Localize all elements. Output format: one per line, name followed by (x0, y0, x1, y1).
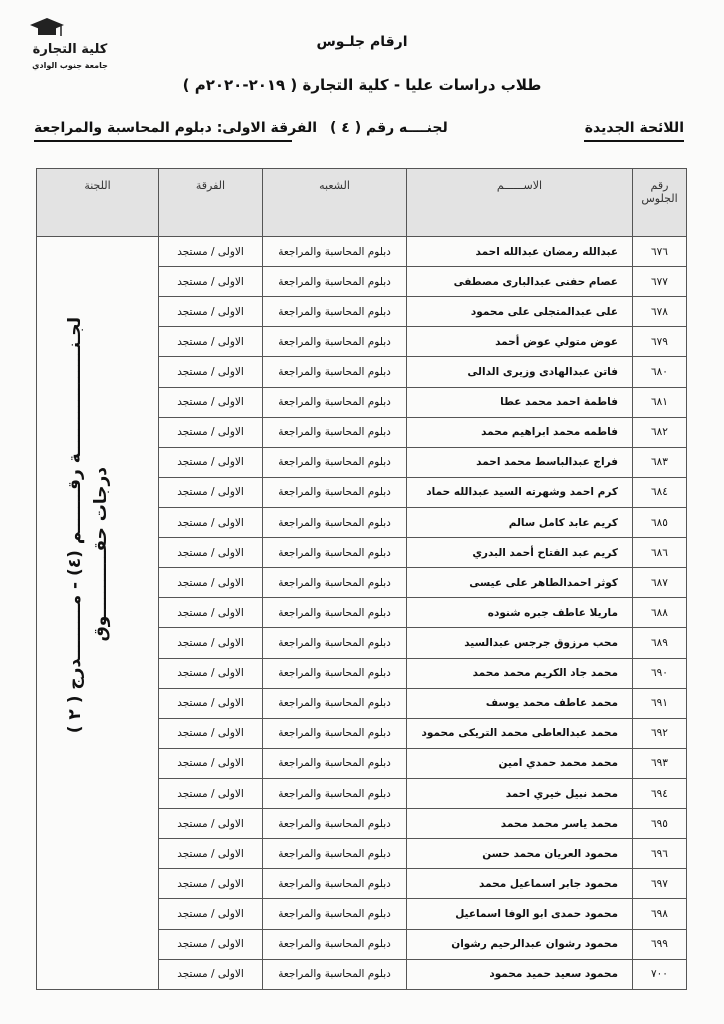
name-cell: كوثر احمدالطاهر على عيسى (407, 568, 633, 598)
level-cell: الاولى / مستجد (159, 658, 263, 688)
name-cell: عوض متولي عوض أحمد (407, 327, 633, 357)
division-cell: دبلوم المحاسبة والمراجعة (263, 748, 407, 778)
name-cell: فاطمه محمد ابراهيم محمد (407, 417, 633, 447)
division-cell: دبلوم المحاسبة والمراجعة (263, 477, 407, 507)
level-cell: الاولى / مستجد (159, 809, 263, 839)
name-cell: محمد عاطف محمد يوسف (407, 688, 633, 718)
committee-label: لجنــــه رقم ( ٤ ) (330, 120, 448, 136)
regulation-underline (584, 140, 684, 142)
name-cell: كريم عبد الفتاح أحمد البدري (407, 538, 633, 568)
table-row (37, 237, 687, 267)
level-label: الفرقة الاولى: دبلوم المحاسبة والمراجعة (34, 120, 318, 136)
level-cell: الاولى / مستجد (159, 237, 263, 267)
seat-cell: ٦٨٠ (633, 357, 687, 387)
seat-cell: ٦٨٦ (633, 538, 687, 568)
division-cell: دبلوم المحاسبة والمراجعة (263, 839, 407, 869)
level-cell: الاولى / مستجد (159, 387, 263, 417)
division-cell: دبلوم المحاسبة والمراجعة (263, 297, 407, 327)
level-cell: الاولى / مستجد (159, 538, 263, 568)
seat-cell: ٦٧٧ (633, 267, 687, 297)
division-cell: دبلوم المحاسبة والمراجعة (263, 387, 407, 417)
page-title: ارقام جلـوس (316, 34, 408, 50)
seat-cell: ٦٨٥ (633, 507, 687, 537)
level-cell: الاولى / مستجد (159, 899, 263, 929)
level-cell: الاولى / مستجد (159, 748, 263, 778)
logo-faculty-name: كلية التجارة (32, 42, 108, 57)
division-cell: دبلوم المحاسبة والمراجعة (263, 417, 407, 447)
seat-cell: ٦٩٨ (633, 899, 687, 929)
name-cell: محمود سعيد حميد محمود (407, 959, 633, 989)
name-cell: كرم احمد وشهرته السيد عبدالله حماد (407, 477, 633, 507)
level-cell: الاولى / مستجد (159, 929, 263, 959)
regulation-label: اللائحة الجديدة (584, 120, 684, 136)
level-cell: الاولى / مستجد (159, 688, 263, 718)
division-cell: دبلوم المحاسبة والمراجعة (263, 809, 407, 839)
division-cell: دبلوم المحاسبة والمراجعة (263, 778, 407, 808)
division-cell: دبلوم المحاسبة والمراجعة (263, 628, 407, 658)
division-cell: دبلوم المحاسبة والمراجعة (263, 327, 407, 357)
seat-cell: ٦٨٤ (633, 477, 687, 507)
level-cell: الاولى / مستجد (159, 959, 263, 989)
name-cell: محمد محمد حمدي امين (407, 748, 633, 778)
seat-cell: ٦٩١ (633, 688, 687, 718)
level-cell: الاولى / مستجد (159, 839, 263, 869)
level-cell: الاولى / مستجد (159, 628, 263, 658)
division-cell: دبلوم المحاسبة والمراجعة (263, 899, 407, 929)
seat-cell: ٦٨٢ (633, 417, 687, 447)
level-underline (34, 140, 292, 142)
committee-location-text: درجات حقـــــــــــوق (91, 467, 111, 642)
division-cell: دبلوم المحاسبة والمراجعة (263, 507, 407, 537)
division-cell: دبلوم المحاسبة والمراجعة (263, 959, 407, 989)
seat-cell: ٦٨١ (633, 387, 687, 417)
name-cell: محمود جابر اسماعيل محمد (407, 869, 633, 899)
seat-cell: ٦٩٠ (633, 658, 687, 688)
name-cell: فاطمة احمد محمد عطا (407, 387, 633, 417)
division-cell: دبلوم المحاسبة والمراجعة (263, 357, 407, 387)
seat-cell: ٦٩٩ (633, 929, 687, 959)
seating-table (36, 168, 687, 990)
level-cell: الاولى / مستجد (159, 357, 263, 387)
header-level: الفرقة (159, 169, 263, 237)
division-cell: دبلوم المحاسبة والمراجعة (263, 447, 407, 477)
name-cell: ماريلا عاطف جبره شنوده (407, 598, 633, 628)
level-cell: الاولى / مستجد (159, 718, 263, 748)
division-cell: دبلوم المحاسبة والمراجعة (263, 929, 407, 959)
division-cell: دبلوم المحاسبة والمراجعة (263, 237, 407, 267)
name-cell: محمود حمدى ابو الوفا اسماعيل (407, 899, 633, 929)
name-cell: محمد نبيل خيري احمد (407, 778, 633, 808)
seat-cell: ٦٩٢ (633, 718, 687, 748)
seat-cell: ٦٧٩ (633, 327, 687, 357)
seat-cell: ٦٨٨ (633, 598, 687, 628)
level-cell: الاولى / مستجد (159, 598, 263, 628)
header-division: الشعبه (263, 169, 407, 237)
page-subtitle: طلاب دراسات عليا - كلية التجارة ( ٢٠١٩-٢٠٢٠م ) (182, 76, 542, 94)
level-cell: الاولى / مستجد (159, 447, 263, 477)
name-cell: محمد جاد الكريم محمد محمد (407, 658, 633, 688)
seat-cell: ٦٩٣ (633, 748, 687, 778)
logo-university-name: جامعة جنوب الوادي (32, 61, 108, 70)
level-cell: الاولى / مستجد (159, 267, 263, 297)
name-cell: فراج عبدالباسط محمد احمد (407, 447, 633, 477)
name-cell: عبدالله رمضان عبدالله احمد (407, 237, 633, 267)
name-cell: عصام حفنى عبدالبارى مصطفى (407, 267, 633, 297)
division-cell: دبلوم المحاسبة والمراجعة (263, 718, 407, 748)
seat-cell: ٦٩٥ (633, 809, 687, 839)
name-cell: محب مرزوق جرجس عبدالسيد (407, 628, 633, 658)
level-cell: الاولى / مستجد (159, 507, 263, 537)
division-cell: دبلوم المحاسبة والمراجعة (263, 598, 407, 628)
name-cell: كريم عابد كامل سالم (407, 507, 633, 537)
level-cell: الاولى / مستجد (159, 417, 263, 447)
committee-cell (37, 237, 159, 990)
header-committee: اللجنة (37, 169, 159, 237)
table-header-row (37, 169, 687, 237)
seat-cell: ٦٨٧ (633, 568, 687, 598)
level-cell: الاولى / مستجد (159, 327, 263, 357)
level-cell: الاولى / مستجد (159, 778, 263, 808)
level-cell: الاولى / مستجد (159, 869, 263, 899)
seat-cell: ٧٠٠ (633, 959, 687, 989)
header-seat: رقم الجلوس (633, 169, 687, 237)
seat-cell: ٦٨٩ (633, 628, 687, 658)
division-cell: دبلوم المحاسبة والمراجعة (263, 267, 407, 297)
level-cell: الاولى / مستجد (159, 297, 263, 327)
division-cell: دبلوم المحاسبة والمراجعة (263, 568, 407, 598)
committee-hall-text: لجـنــــــــــــــــــة رقـــــــم (٤) - مـــــــــدرج ( ٢ ) (65, 317, 85, 734)
seat-cell: ٦٧٨ (633, 297, 687, 327)
division-cell: دبلوم المحاسبة والمراجعة (263, 658, 407, 688)
name-cell: محمد عبدالعاطى محمد التريكى محمود (407, 718, 633, 748)
name-cell: على عبدالمتجلى على محمود (407, 297, 633, 327)
level-cell: الاولى / مستجد (159, 477, 263, 507)
name-cell: محمود العريان محمد حسن (407, 839, 633, 869)
seat-cell: ٦٩٦ (633, 839, 687, 869)
header-name: الاســــــم (407, 169, 633, 237)
level-cell: الاولى / مستجد (159, 568, 263, 598)
division-cell: دبلوم المحاسبة والمراجعة (263, 538, 407, 568)
division-cell: دبلوم المحاسبة والمراجعة (263, 688, 407, 718)
seat-cell: ٦٩٤ (633, 778, 687, 808)
seat-cell: ٦٧٦ (633, 237, 687, 267)
seat-cell: ٦٩٧ (633, 869, 687, 899)
seat-cell: ٦٨٣ (633, 447, 687, 477)
name-cell: محمود رشوان عبدالرحيم رشوان (407, 929, 633, 959)
name-cell: فاتن عبدالهادى وزيرى الدالى (407, 357, 633, 387)
division-cell: دبلوم المحاسبة والمراجعة (263, 869, 407, 899)
name-cell: محمد ياسر محمد محمد (407, 809, 633, 839)
